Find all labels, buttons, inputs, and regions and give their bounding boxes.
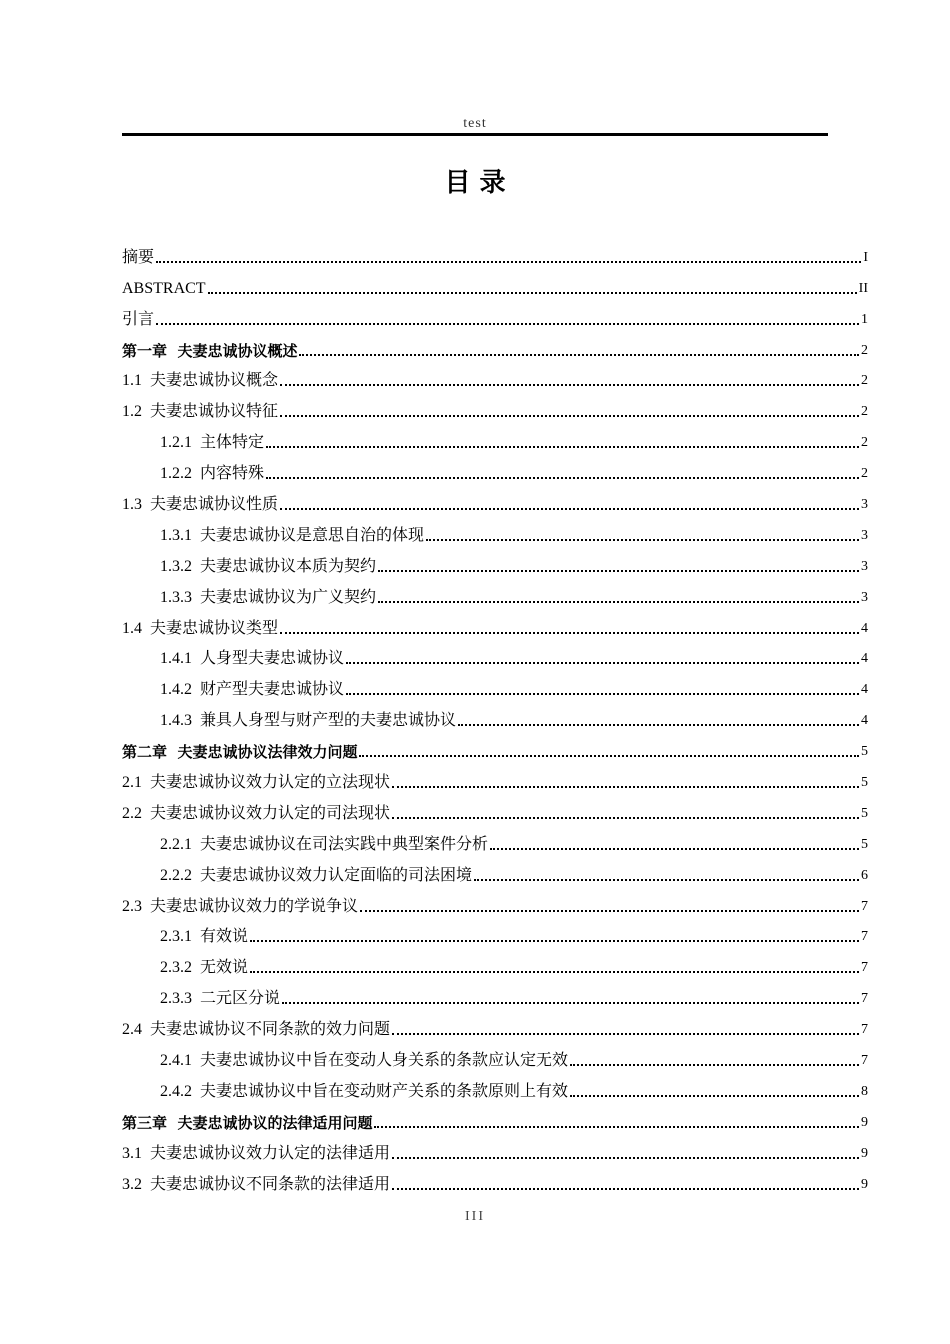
toc-entry-label: 2.4.1 夫妻忠诚协议中旨在变动人身关系的条款应认定无效 [160, 1052, 569, 1070]
toc-entry-page: 1 [861, 311, 868, 327]
toc-entry-label: 第三章 夫妻忠诚协议的法律适用问题 [122, 1113, 373, 1132]
table-of-contents [122, 237, 868, 1195]
toc-entry[interactable] [122, 608, 868, 639]
toc-dot-leader [156, 261, 861, 263]
toc-dot-leader [346, 693, 859, 695]
toc-entry[interactable] [122, 1102, 868, 1133]
toc-entry[interactable] [122, 361, 868, 392]
toc-entry-page: 4 [861, 620, 868, 636]
toc-dot-leader [392, 1033, 859, 1035]
toc-dot-leader [392, 1188, 859, 1190]
toc-entry-page: II [858, 280, 868, 296]
toc-entry-page: 9 [861, 1145, 868, 1161]
toc-entry-label: 2.3.3 二元区分说 [160, 990, 281, 1008]
toc-entry[interactable] [122, 299, 868, 330]
toc-entry-label: 第二章 夫妻忠诚协议法律效力问题 [122, 743, 358, 762]
toc-dot-leader [392, 1157, 859, 1159]
toc-entry-label: 2.1 夫妻忠诚协议效力认定的立法现状 [122, 774, 391, 792]
toc-dot-leader [266, 477, 859, 479]
toc-entry-page: 7 [861, 1022, 868, 1038]
toc-entry-page: 7 [861, 991, 868, 1007]
toc-entry-page: 4 [861, 713, 868, 729]
toc-dot-leader [282, 1002, 859, 1004]
toc-entry[interactable] [122, 577, 868, 608]
toc-entry[interactable] [122, 886, 868, 917]
toc-entry-page: I [863, 249, 868, 265]
toc-entry[interactable] [122, 978, 868, 1009]
toc-entry-label: 2.3 夫妻忠诚协议效力的学说争议 [122, 897, 359, 915]
toc-entry[interactable] [122, 484, 868, 515]
toc-dot-leader [458, 724, 859, 726]
toc-entry[interactable] [122, 422, 868, 453]
toc-entry[interactable] [122, 824, 868, 855]
toc-entry[interactable] [122, 391, 868, 422]
toc-entry-page: 2 [861, 435, 868, 451]
toc-entry-page: 2 [861, 373, 868, 389]
toc-entry[interactable] [122, 793, 868, 824]
header-rule [122, 133, 828, 136]
toc-entry-page: 5 [861, 836, 868, 852]
toc-entry[interactable] [122, 731, 868, 762]
toc-entry[interactable] [122, 1009, 868, 1040]
toc-entry-page: 5 [861, 805, 868, 821]
toc-entry-page: 7 [861, 929, 868, 945]
toc-entry-page: 7 [861, 898, 868, 914]
toc-entry[interactable] [122, 237, 868, 268]
toc-dot-leader [280, 632, 859, 634]
toc-entry-label: 1.3.1 夫妻忠诚协议是意思自治的体现 [160, 526, 425, 544]
toc-entry[interactable] [122, 1133, 868, 1164]
toc-entry-page: 7 [861, 960, 868, 976]
page-header: test [463, 116, 487, 131]
toc-dot-leader [490, 848, 859, 850]
toc-entry[interactable] [122, 855, 868, 886]
toc-entry-label: 2.2.2 夫妻忠诚协议效力认定面临的司法困境 [160, 866, 473, 884]
toc-dot-leader [250, 971, 859, 973]
toc-entry-page: 4 [861, 682, 868, 698]
toc-entry[interactable] [122, 1071, 868, 1102]
toc-entry-label: 1.2.2 内容特殊 [160, 465, 265, 483]
toc-dot-leader [359, 755, 859, 757]
toc-dot-leader [570, 1064, 859, 1066]
toc-dot-leader [266, 446, 859, 448]
toc-entry-page: 8 [861, 1083, 868, 1099]
toc-entry-label: 1.3.3 夫妻忠诚协议为广义契约 [160, 588, 377, 606]
toc-dot-leader [280, 415, 859, 417]
toc-entry-page: 9 [861, 1176, 868, 1192]
toc-entry-page: 9 [861, 1114, 868, 1130]
toc-entry-page: 6 [861, 867, 868, 883]
toc-entry[interactable] [122, 669, 868, 700]
toc-dot-leader [360, 910, 859, 912]
toc-entry[interactable] [122, 947, 868, 978]
toc-entry-label: 1.4 夫妻忠诚协议类型 [122, 619, 279, 637]
toc-entry-label: 1.3.2 夫妻忠诚协议本质为契约 [160, 557, 377, 575]
toc-entry-label: 3.2 夫妻忠诚协议不同条款的法律适用 [122, 1175, 391, 1193]
toc-entry-page: 3 [861, 497, 868, 513]
toc-entry-label: 2.2 夫妻忠诚协议效力认定的司法现状 [122, 804, 391, 822]
toc-dot-leader [250, 940, 859, 942]
toc-entry-label: 1.4.2 财产型夫妻忠诚协议 [160, 681, 345, 699]
toc-entry[interactable] [122, 330, 868, 361]
toc-dot-leader [426, 539, 859, 541]
toc-dot-leader [378, 601, 859, 603]
page-number: III [465, 1209, 485, 1224]
toc-dot-leader [208, 292, 857, 294]
toc-entry-label: 1.1 夫妻忠诚协议概念 [122, 372, 279, 390]
toc-entry-label: 引言 [122, 310, 155, 328]
toc-entry-label: 第一章 夫妻忠诚协议概述 [122, 341, 298, 360]
toc-dot-leader [280, 384, 859, 386]
toc-dot-leader [280, 508, 859, 510]
toc-entry[interactable] [122, 453, 868, 484]
toc-entry-label: 1.4.3 兼具人身型与财产型的夫妻忠诚协议 [160, 712, 457, 730]
toc-entry-label: 1.2 夫妻忠诚协议特征 [122, 403, 279, 421]
toc-dot-leader [392, 786, 859, 788]
toc-dot-leader [346, 662, 859, 664]
toc-dot-leader [378, 570, 859, 572]
toc-entry-page: 3 [861, 558, 868, 574]
toc-entry-label: 摘要 [122, 248, 155, 266]
toc-dot-leader [156, 323, 859, 325]
toc-entry-label: ABSTRACT [122, 279, 206, 297]
toc-entry[interactable] [122, 546, 868, 577]
toc-entry-label: 1.2.1 主体特定 [160, 434, 265, 452]
toc-entry-label: 2.3.2 无效说 [160, 959, 249, 977]
toc-entry-page: 5 [861, 744, 868, 760]
toc-entry-page: 3 [861, 527, 868, 543]
toc-entry[interactable] [122, 762, 868, 793]
toc-entry-label: 1.3 夫妻忠诚协议性质 [122, 496, 279, 514]
toc-entry-page: 4 [861, 651, 868, 667]
toc-entry[interactable] [122, 639, 868, 670]
toc-entry[interactable] [122, 700, 868, 731]
toc-entry-label: 2.3.1 有效说 [160, 928, 249, 946]
toc-entry-page: 2 [861, 466, 868, 482]
toc-entry-page: 2 [861, 404, 868, 420]
toc-entry-label: 1.4.1 人身型夫妻忠诚协议 [160, 650, 345, 668]
toc-entry-page: 5 [861, 775, 868, 791]
toc-entry-page: 3 [861, 589, 868, 605]
toc-entry-label: 2.4.2 夫妻忠诚协议中旨在变动财产关系的条款原则上有效 [160, 1082, 569, 1100]
toc-dot-leader [570, 1095, 859, 1097]
toc-entry[interactable] [122, 1040, 868, 1071]
toc-entry-page: 2 [861, 342, 868, 358]
toc-entry-label: 2.2.1 夫妻忠诚协议在司法实践中典型案件分析 [160, 835, 489, 853]
toc-dot-leader [299, 354, 859, 356]
toc-entry[interactable] [122, 268, 868, 299]
toc-entry-page: 7 [861, 1053, 868, 1069]
toc-dot-leader [474, 879, 859, 881]
toc-entry[interactable] [122, 1164, 868, 1195]
page-title: 目 录 [444, 168, 506, 198]
toc-entry-label: 2.4 夫妻忠诚协议不同条款的效力问题 [122, 1021, 391, 1039]
toc-dot-leader [392, 817, 859, 819]
toc-entry[interactable] [122, 917, 868, 948]
toc-entry[interactable] [122, 515, 868, 546]
toc-dot-leader [374, 1126, 859, 1128]
toc-entry-label: 3.1 夫妻忠诚协议效力认定的法律适用 [122, 1144, 391, 1162]
